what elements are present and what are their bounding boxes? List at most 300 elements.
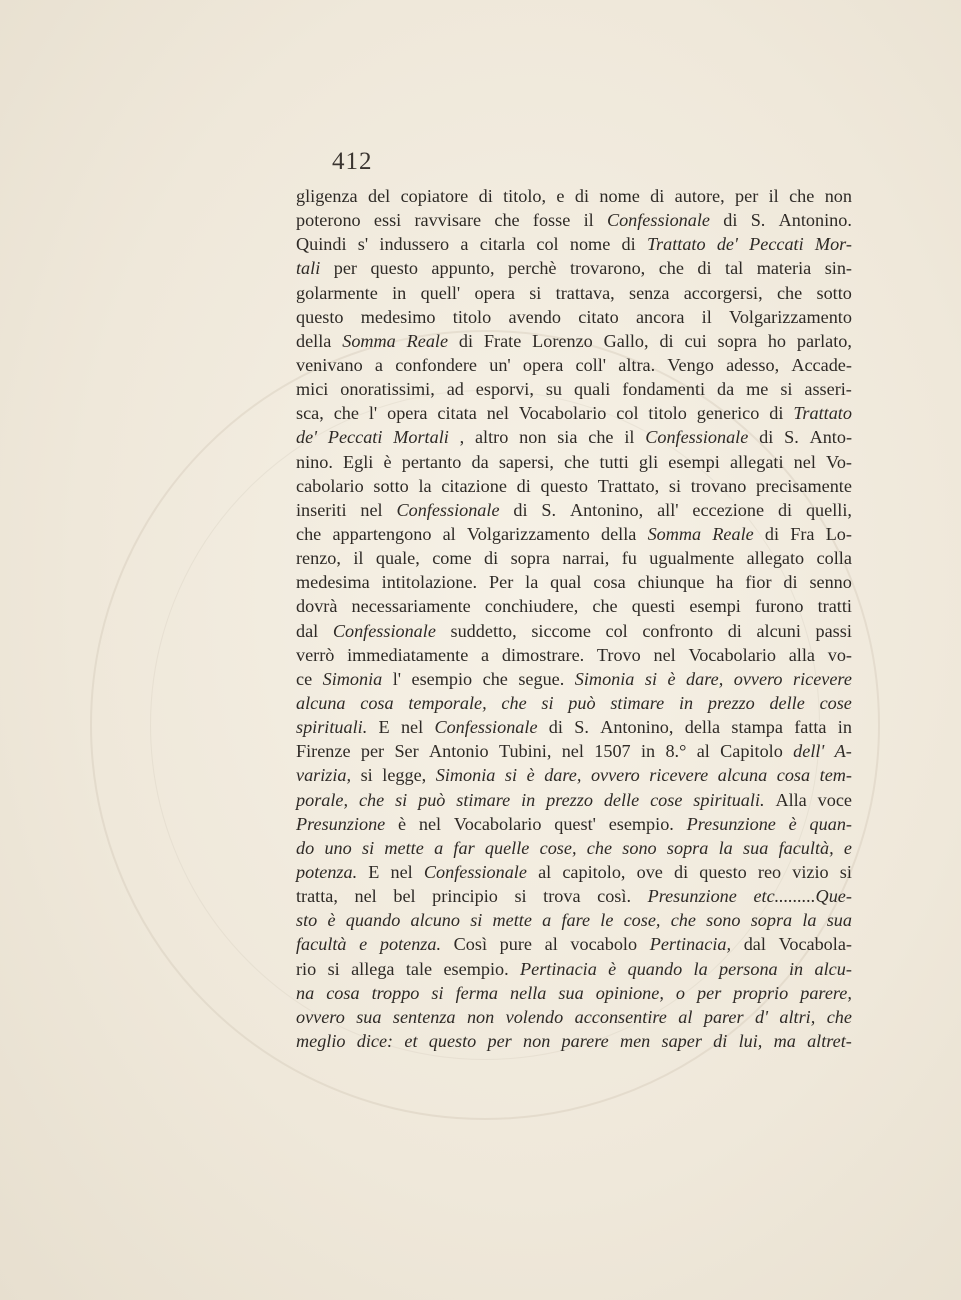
text-word: che <box>776 282 803 303</box>
text-word: cosa <box>360 692 394 713</box>
text-word: nella <box>510 982 547 1003</box>
text-word: in <box>678 692 694 713</box>
text-word: cose, <box>539 837 577 858</box>
text-line <box>296 256 852 280</box>
text-word: e <box>843 837 852 858</box>
text-word: varizia, <box>296 765 352 786</box>
text-word: Somma <box>342 330 396 351</box>
text-word: chiunque <box>637 572 705 593</box>
text-word: Egli <box>343 451 374 472</box>
text-word: questo <box>540 475 588 496</box>
text-word: vocabolo <box>570 934 638 955</box>
text-word: che <box>494 210 520 231</box>
text-word: tratta, <box>296 886 338 907</box>
text-word: questi <box>631 596 676 617</box>
text-word: per <box>697 982 722 1003</box>
text-word: si <box>395 789 408 810</box>
text-word: allegato <box>746 548 805 569</box>
text-word: opera <box>387 403 428 424</box>
text-word: Confessionale <box>606 210 710 231</box>
text-word: col <box>536 234 559 255</box>
text-word: si <box>541 692 554 713</box>
text-word: quelle <box>484 837 530 858</box>
text-word: ove <box>636 861 663 882</box>
text-line <box>296 305 852 329</box>
text-word: che <box>789 186 815 206</box>
text-word: citazione <box>441 475 507 496</box>
text-word: ravvisare <box>414 210 482 231</box>
text-word: di <box>769 403 784 424</box>
text-line <box>296 691 852 715</box>
text-word: Volgarizzamento <box>466 523 590 544</box>
text-word: Ser <box>394 741 419 762</box>
text-word: parere, <box>800 982 852 1003</box>
text-word: trattava, <box>555 282 615 303</box>
text-word: quest' <box>554 813 596 834</box>
text-word: di <box>513 499 528 520</box>
text-word: altret- <box>807 1030 852 1051</box>
text-word: in <box>392 282 407 303</box>
text-word: è <box>788 813 797 834</box>
text-word: principio <box>432 886 498 907</box>
text-word: non <box>466 1006 495 1027</box>
text-word: a <box>434 837 444 858</box>
text-word: si <box>327 958 340 979</box>
text-word: senza <box>629 282 670 303</box>
text-word: porale, <box>296 789 349 810</box>
text-word: A- <box>834 741 852 762</box>
text-line <box>296 1029 852 1053</box>
text-word: quando <box>627 958 683 979</box>
text-word: Reale <box>712 523 754 544</box>
text-word: Mor- <box>814 234 852 255</box>
text-word: non <box>824 186 852 206</box>
text-word: Trattato <box>646 234 706 255</box>
text-word: parere <box>561 1030 609 1051</box>
text-word: questo <box>296 306 344 327</box>
text-word: cabolario <box>296 475 364 496</box>
text-word: autore, <box>674 186 725 206</box>
text-word: nel <box>354 886 377 907</box>
text-word: tali <box>296 258 321 279</box>
text-word: Antonino. <box>778 210 852 231</box>
text-line <box>296 208 852 232</box>
text-word: ma <box>773 1030 796 1051</box>
text-word: cui <box>684 330 707 351</box>
text-word: nel <box>360 499 383 520</box>
text-word: Vengo <box>667 354 714 375</box>
text-word: alcuna <box>717 765 768 786</box>
text-word: ce <box>296 668 313 689</box>
text-word: altro <box>474 427 509 448</box>
text-word: persona <box>719 958 778 979</box>
text-word: Fra <box>790 523 815 544</box>
text-word: prezzo <box>707 692 755 713</box>
text-word: Presunzione <box>686 813 776 834</box>
text-word: medesima <box>296 572 370 593</box>
text-word: in <box>789 958 804 979</box>
text-word: Confessionale <box>396 499 500 520</box>
text-word: opinione, <box>595 982 664 1003</box>
text-word: immediatamente <box>347 644 469 665</box>
text-word: Per <box>489 572 514 593</box>
text-line <box>296 329 852 353</box>
text-word: di <box>764 523 780 544</box>
text-word: che <box>358 789 385 810</box>
text-line <box>296 570 852 594</box>
text-word: può <box>418 789 446 810</box>
text-word: di <box>548 717 563 738</box>
text-word: esempi <box>668 451 720 472</box>
text-word: perchè <box>508 258 557 279</box>
text-word: in <box>640 741 656 762</box>
text-word: Pertinacia, <box>649 934 732 955</box>
text-word: poterono <box>296 210 361 231</box>
text-word: materia <box>756 258 812 279</box>
body-text <box>296 184 852 1053</box>
text-word: si <box>360 765 373 786</box>
text-word: a <box>542 910 552 931</box>
text-word: proprio <box>733 982 789 1003</box>
text-word: etc.........Que- <box>753 886 852 907</box>
text-word: si <box>470 910 483 931</box>
text-word: d' <box>755 1006 768 1027</box>
text-word: men <box>619 1030 651 1051</box>
text-word: così. <box>597 886 631 907</box>
text-word: Trattato, <box>597 475 660 496</box>
text-word: voce <box>817 789 852 810</box>
text-word: si <box>504 765 518 786</box>
text-word: Firenze <box>296 741 351 762</box>
text-word: Tubini, <box>498 741 552 762</box>
text-word: di <box>484 548 499 569</box>
text-word: stampa <box>731 717 783 738</box>
text-word: nel <box>793 451 816 472</box>
text-word: de' <box>296 427 318 448</box>
text-word: parlato, <box>796 330 852 351</box>
text-word: Peccati <box>749 234 804 255</box>
text-word: è <box>327 910 336 931</box>
text-word: il <box>583 210 594 231</box>
text-word: per <box>360 741 385 762</box>
text-line <box>296 957 852 981</box>
text-word: e <box>556 186 565 206</box>
text-word: accorgersi, <box>683 282 763 303</box>
text-word: potenza. <box>379 934 442 955</box>
text-word: che <box>296 523 322 544</box>
text-word: sono <box>706 910 741 931</box>
text-word: ugualmente <box>649 548 735 569</box>
text-word: colla <box>816 548 852 569</box>
text-word: tutti <box>599 451 629 472</box>
text-word: segue. <box>518 668 565 689</box>
text-line <box>296 932 852 956</box>
text-word: temporale, <box>408 692 487 713</box>
text-word: fare <box>561 910 591 931</box>
text-word: di <box>783 572 798 593</box>
text-word: sopra <box>750 910 793 931</box>
text-word: , <box>459 427 465 448</box>
text-word: esporvi, <box>475 379 534 400</box>
text-word: alcuno <box>410 910 460 931</box>
text-word: Confessionale <box>645 427 749 448</box>
text-word: s' <box>357 234 369 255</box>
text-word: vizio <box>792 861 829 882</box>
text-word: Confessionale <box>434 717 538 738</box>
text-word: legge, <box>382 765 427 786</box>
text-word: dimostrare. <box>501 644 585 665</box>
text-word: Somma <box>647 523 702 544</box>
text-word: troppo <box>371 982 420 1003</box>
text-line <box>296 232 852 256</box>
text-word: la <box>418 475 432 496</box>
text-word: sopra <box>666 837 709 858</box>
text-word: citata <box>437 403 477 424</box>
text-word: sto <box>296 910 318 931</box>
text-word: Lorenzo <box>532 330 593 351</box>
text-line <box>296 667 852 691</box>
text-word: nome <box>569 234 611 255</box>
text-word: ferma <box>455 982 499 1003</box>
text-word: alcuni <box>756 620 801 641</box>
text-word: uno <box>324 837 352 858</box>
text-word: copiatore <box>400 186 469 206</box>
text-word: delle <box>603 789 640 810</box>
text-word: tratti <box>817 596 852 617</box>
text-word: appunto, <box>431 258 495 279</box>
text-word: na <box>296 982 315 1003</box>
text-word: l' <box>368 403 378 424</box>
text-word: ricevere <box>793 668 852 689</box>
text-word: necessariamente <box>351 596 471 617</box>
text-word: allegati <box>729 451 784 472</box>
text-word: su <box>545 379 562 400</box>
text-word: Anto- <box>809 427 852 448</box>
text-word: come <box>432 548 472 569</box>
text-word: eccezione <box>692 499 765 520</box>
text-word: nel <box>418 813 442 834</box>
text-word: spirituali. <box>296 717 368 738</box>
text-word: questo <box>370 258 418 279</box>
text-line <box>296 498 852 522</box>
text-word: gli <box>638 451 659 472</box>
text-word: medesimo <box>360 306 436 327</box>
text-word: gligenza <box>296 186 358 206</box>
text-word: fior <box>745 572 772 593</box>
text-word: citarla <box>479 234 526 255</box>
page-number: 412 <box>332 148 373 175</box>
text-word: Gallo, <box>603 330 649 351</box>
text-word: asseri- <box>804 379 852 400</box>
text-word: esempio. <box>443 958 509 979</box>
text-line <box>296 450 852 474</box>
text-line <box>296 739 852 763</box>
text-word: narrai, <box>562 548 610 569</box>
text-word: in <box>521 789 536 810</box>
text-word: è <box>667 668 676 689</box>
text-word: Reale <box>406 330 449 351</box>
text-word: quelli, <box>805 499 852 520</box>
text-word: renzo, <box>296 548 341 569</box>
text-word: sua <box>558 982 584 1003</box>
text-word: sopra <box>717 330 757 351</box>
text-word: può <box>568 692 596 713</box>
text-word: a <box>460 234 469 255</box>
text-line <box>296 860 852 884</box>
text-word: il <box>353 548 364 569</box>
text-word: della <box>296 330 332 351</box>
text-word: siccome <box>531 620 591 641</box>
text-word: sua <box>743 837 769 858</box>
text-word: si <box>780 379 793 400</box>
text-word: Lo- <box>825 523 852 544</box>
text-word: titolo, <box>503 186 547 206</box>
text-word: quale, <box>375 548 420 569</box>
text-word: di <box>516 475 531 496</box>
text-word: dovrà <box>296 596 338 617</box>
text-line <box>296 981 852 1005</box>
text-line <box>296 425 852 449</box>
text-word: ha <box>716 572 734 593</box>
text-word: la <box>802 910 817 931</box>
text-word: trova <box>543 886 581 907</box>
text-word: al <box>538 861 552 882</box>
text-word: ancora <box>635 306 685 327</box>
text-word: Trattato <box>793 403 852 424</box>
text-word: si <box>514 886 527 907</box>
text-word: cosa <box>593 572 626 593</box>
text-word: del <box>367 186 391 206</box>
text-word: Simonia <box>574 668 635 689</box>
text-line <box>296 908 852 932</box>
text-word: di <box>697 258 712 279</box>
text-word: nome <box>599 186 640 206</box>
text-word: nino. <box>296 451 333 472</box>
text-word: cose <box>819 692 852 713</box>
text-line <box>296 836 852 860</box>
text-word: trovarono, <box>569 258 646 279</box>
text-word: che <box>501 692 527 713</box>
text-word: sua <box>356 1006 382 1027</box>
text-word: ad <box>446 379 464 400</box>
text-word: all' <box>657 499 679 520</box>
text-word: è <box>526 765 535 786</box>
text-word: stimare <box>610 692 665 713</box>
text-word: Antonino, <box>569 499 644 520</box>
text-word: al <box>544 934 558 955</box>
text-word: fosse <box>532 210 571 231</box>
text-word: E <box>368 861 380 882</box>
text-word: che <box>592 596 618 617</box>
text-word: quando <box>345 910 401 931</box>
text-word: fu <box>621 548 637 569</box>
text-word: esempio <box>411 668 473 689</box>
text-word: si <box>529 282 542 303</box>
text-word: opera <box>522 354 564 375</box>
text-word: col <box>605 620 628 641</box>
text-word: spirituali. <box>693 789 765 810</box>
text-word: S. <box>574 717 589 738</box>
text-word: furono <box>755 596 804 617</box>
text-word: Confessionale <box>332 620 436 641</box>
text-word: meglio <box>296 1030 346 1051</box>
text-word: parer <box>703 1006 744 1027</box>
text-word: Peccati <box>327 427 383 448</box>
text-word: a <box>481 644 490 665</box>
text-word: nel <box>653 644 676 665</box>
text-word: passi <box>815 620 852 641</box>
text-word: della <box>684 717 721 738</box>
text-word: alcuna <box>296 692 346 713</box>
text-word: ovvero <box>733 668 783 689</box>
text-word: tem- <box>819 765 852 786</box>
text-word: nel <box>486 403 509 424</box>
text-word: citato <box>578 306 619 327</box>
text-word: nel <box>561 741 584 762</box>
text-word: si <box>839 861 852 882</box>
text-word: venivano <box>296 354 363 375</box>
text-word: sopra <box>510 548 550 569</box>
text-word: che <box>588 427 614 448</box>
text-word: cose <box>650 789 683 810</box>
text-word: Vocabolario <box>688 644 776 665</box>
text-word: Pertinacia <box>520 958 597 979</box>
text-word: sono <box>622 837 657 858</box>
text-word: di <box>777 499 793 520</box>
text-word: non <box>519 427 547 448</box>
text-word: dare, <box>544 765 582 786</box>
text-word: si <box>431 982 444 1003</box>
text-word: di <box>713 1030 728 1051</box>
text-word: volendo <box>505 1006 564 1027</box>
text-word: col <box>616 403 639 424</box>
text-word: facultà <box>296 934 347 955</box>
text-word: do <box>296 837 315 858</box>
text-word: pertanto <box>401 451 462 472</box>
text-word: Vocabolario <box>518 403 607 424</box>
text-word: sentenza <box>392 1006 456 1027</box>
text-line <box>296 763 852 787</box>
text-word: da <box>471 451 489 472</box>
text-word: Simonia <box>322 668 383 689</box>
text-word: che <box>658 258 684 279</box>
text-word: qual <box>550 572 582 593</box>
text-word: cose, <box>623 910 661 931</box>
text-word: titolo <box>452 306 492 327</box>
text-word: di <box>621 234 636 255</box>
text-word: Presunzione <box>647 886 737 907</box>
text-word: confondere <box>395 354 477 375</box>
text-word: altra. <box>618 354 656 375</box>
text-word: esempio. <box>608 813 674 834</box>
text-word: dal <box>296 620 319 641</box>
text-word: de' <box>716 234 738 255</box>
text-word: cosa <box>326 982 360 1003</box>
text-word: che <box>826 1006 852 1027</box>
text-word: cosa <box>776 765 811 786</box>
text-word: senno <box>809 572 852 593</box>
text-word: trovano <box>690 475 747 496</box>
text-word: verrò <box>296 644 335 665</box>
text-word: la <box>718 837 733 858</box>
text-word: E <box>378 717 390 738</box>
text-word: per <box>333 258 357 279</box>
text-word: me <box>746 379 769 400</box>
text-word: bel <box>393 886 416 907</box>
text-word: alla <box>788 644 815 665</box>
text-word: confronto <box>642 620 714 641</box>
text-word: dell' <box>793 741 825 762</box>
